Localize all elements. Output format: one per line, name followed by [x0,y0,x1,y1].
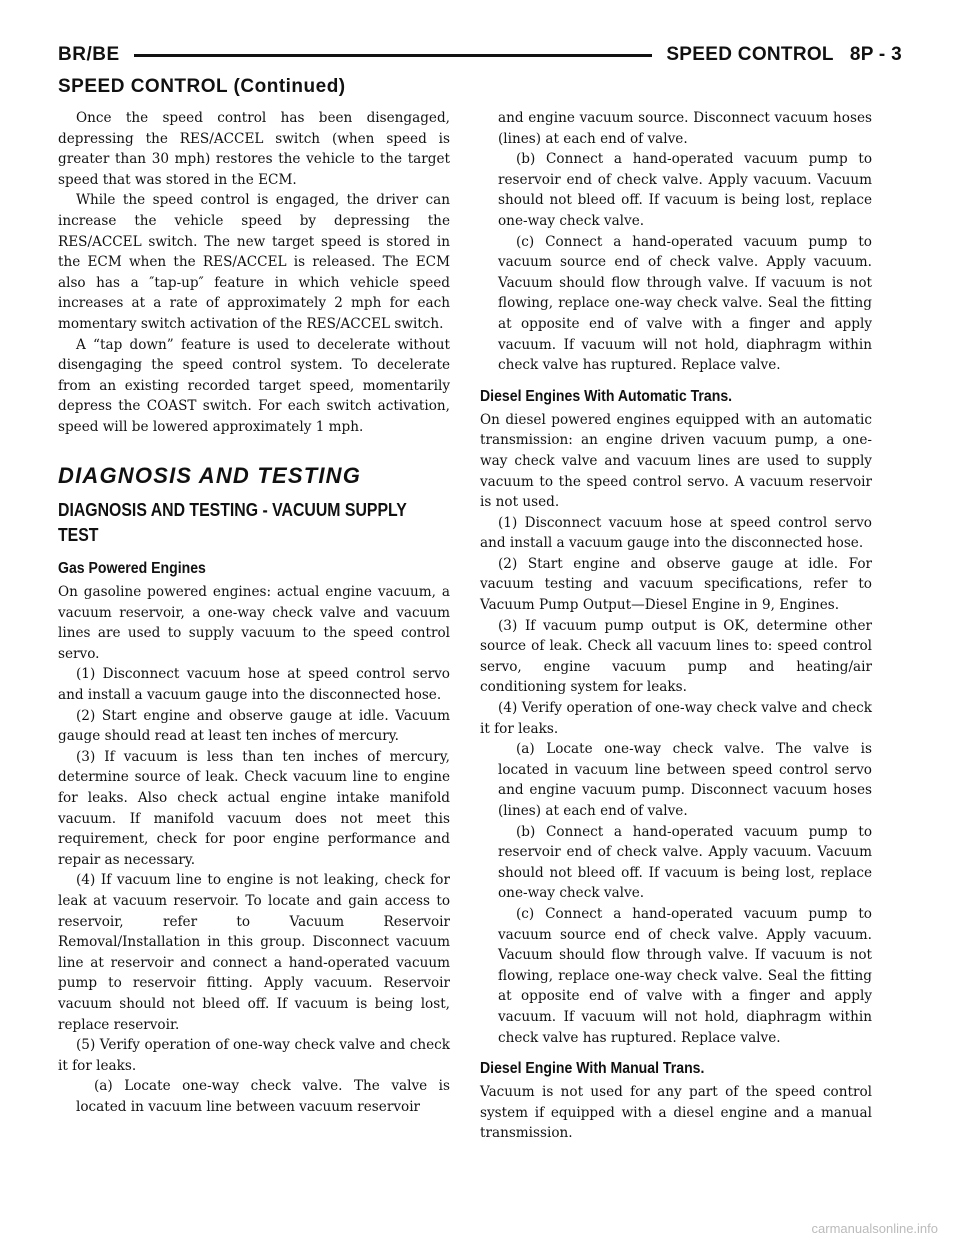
step: (3) If vacuum pump output is OK, determine other source of leak. Check all vacuum lines to: speed control servo, engine vacuum pump and heating/air conditioning system for leaks. [480,617,872,696]
heading-diesel-automatic: Diesel Engines With Automatic Trans. [480,387,733,405]
section-name: SPEED CONTROL [666,44,834,65]
heading-diagnosis-testing: DIAGNOSIS AND TESTING [58,462,362,488]
continued-heading: SPEED CONTROL (Continued) [58,76,346,97]
page-header [58,40,902,70]
step: (4) Verify operation of one-way check valve and check it for leaks. [480,700,872,737]
step: (2) Start engine and observe gauge at idle. For vacuum testing and vacuum specifications, refer to Vacuum Pump Output—Diesel Engine in 9, Engines. [480,555,872,614]
paragraph: Once the speed control has been disengaged, depressing the RES/ACCEL switch (when speed is greater than 30 mph) restores the vehicle to the target speed that was stored in the ECM. [58,110,450,188]
right-column [480,108,872,1144]
heading-vacuum-supply-test: DIAGNOSIS AND TESTING - VACUUM SUPPLY TEST [58,500,407,546]
paragraph: A “tap down” feature is used to decelerate without disengaging the speed control system. To decelerate from an existing recorded target speed, momentarily depress the COAST switch. For each switch activation, speed will be lowered approximately 1 mph. [58,336,450,435]
paragraph: On gasoline powered engines: actual engine vacuum, a vacuum reservoir, a one-way check valve and vacuum lines are used to supply vacuum to the speed control servo. [58,584,450,662]
left-column [58,108,450,1118]
sub-step: (a) Locate one-way check valve. The valve is located in vacuum line between speed control servo and engine vacuum pump. Disconnect vacuum hoses (lines) at each end of valve. [498,741,872,819]
paragraph: On diesel powered engines equipped with an automatic transmission: an engine driven vacuum pump, a one-way check valve and vacuum lines are used to supply vacuum to the speed control servo. A vacuum reservoir is not used. [480,411,872,511]
heading-gas-engines: Gas Powered Engines [58,560,206,578]
step: (3) If vacuum is less than ten inches of mercury, determine source of leak. Check vacuum line to engine for leaks. Also check actual engine intake manifold vacuum. If manifold vacuum does not meet this requirement, check for poor engine performance and repair as necessary. [58,748,450,868]
header-rule [134,54,653,57]
step: (5) Verify operation of one-way check valve and check it for leaks. [58,1037,450,1074]
sub-step: (c) Connect a hand-operated vacuum pump to vacuum source end of check valve. Apply vacuum. Vacuum should flow through valve. If vacuum is not flowing, replace one-way check valve. Seal the fitting at opposite end of valve with a finger and apply vacuum. If vacuum will not hold, diaphragm within check valve has ruptured. Replace valve. [498,905,872,1046]
model-code: BR/BE [58,44,120,65]
paragraph: Vacuum is not used for any part of the speed control system if equipped with a diesel engine and a manual transmission. [480,1084,872,1142]
section-title [666,44,902,66]
sub-step: (b) Connect a hand-operated vacuum pump to reservoir end of check valve. Apply vacuum. Vacuum should not bleed off. If vacuum is being lost, replace one-way check valve. [498,151,872,229]
paragraph: While the speed control is engaged, the driver can increase the vehicle speed by depressing the RES/ACCEL switch. The new target speed is stored in the ECM when the RES/ACCEL is released. The ECM also has a ″tap-up″ feature in which vehicle speed increases at a rate of approximately 2 mph for each momentary switch activation of the RES/ACCEL switch. [58,192,450,332]
heading-diesel-manual: Diesel Engine With Manual Trans. [480,1060,705,1078]
step: (4) If vacuum line to engine is not leaking, check for leak at vacuum reservoir. To locate and gain access to reservoir, refer to Vacuum Reservoir Removal/Installation in this group. Disconnect vacuum line at reservoir and connect a hand-operated vacuum pump to reservoir fitting. Apply vacuum. Reservoir vacuum should not bleed off. If vacuum is being lost, replace reservoir. [58,872,450,1033]
step: (2) Start engine and observe gauge at idle. Vacuum gauge should read at least ten inches of mercury. [58,707,450,745]
sub-step: (b) Connect a hand-operated vacuum pump to reservoir end of check valve. Apply vacuum. Vacuum should not bleed off. If vacuum is being lost, replace one-way check valve. [498,823,872,902]
step: (1) Disconnect vacuum hose at speed control servo and install a vacuum gauge into the disconnected hose. [58,666,450,704]
watermark-footer: carmanualsonline.info [811,1221,938,1236]
sub-step: (c) Connect a hand-operated vacuum pump to vacuum source end of check valve. Apply vacuum. Vacuum should flow through valve. If vacuum is not flowing, replace one-way check valve. Seal the fitting at opposite end of valve with a finger and apply vacuum. If vacuum will not hold, diaphragm within check valve has ruptured. Replace valve. [498,233,872,374]
step: (1) Disconnect vacuum hose at speed control servo and install a vacuum gauge into the disconnected hose. [480,514,872,552]
page-number: 8P - 3 [849,44,902,65]
sub-step-continued: and engine vacuum source. Disconnect vacuum hoses (lines) at each end of valve. [498,110,872,147]
sub-step: (a) Locate one-way check valve. The valve is located in vacuum line between vacuum reservoir [76,1078,450,1115]
